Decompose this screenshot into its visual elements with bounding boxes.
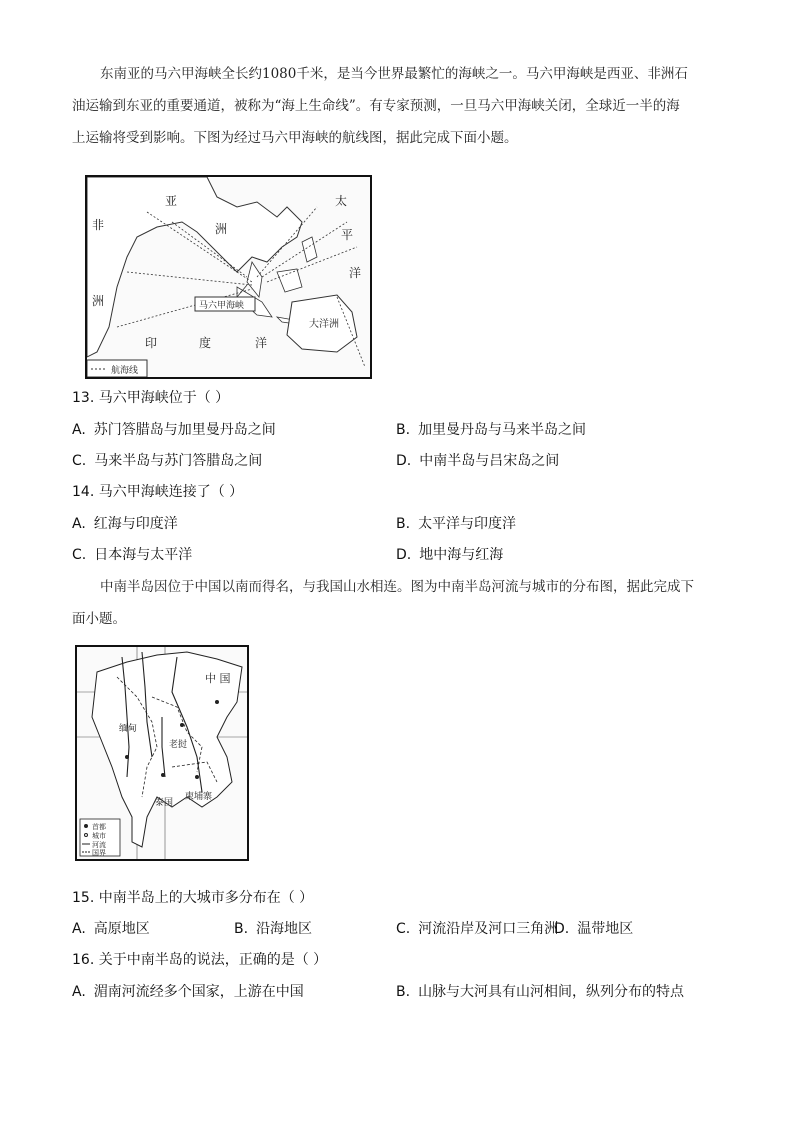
q13-option-c-letter: C. — [72, 453, 87, 469]
q15-option-b-letter: B. — [234, 921, 249, 937]
q13-option-b-letter: B. — [396, 422, 411, 438]
route-2 — [127, 272, 252, 285]
q15-option-b[interactable] — [234, 919, 312, 939]
q14-option-c-text: 日本海与太平洋 — [94, 547, 193, 563]
q15-option-a-text: 高原地区 — [93, 921, 150, 937]
label-cambodia: 柬埔寨 — [185, 792, 213, 802]
q13-option-a[interactable] — [72, 420, 276, 440]
q13-option-a-text: 苏门答腊岛与加里曼丹岛之间 — [93, 422, 276, 438]
q13-option-d-letter: D. — [396, 453, 412, 469]
intro-paragraph-2 — [72, 571, 720, 635]
q15-option-c-text: 河流沿岸及河口三角洲 — [418, 921, 559, 937]
label-pacific-1: 太 — [335, 194, 348, 208]
legend-capital-symbol — [84, 824, 88, 828]
legend-river-label: 河流 — [92, 841, 106, 849]
malay-peninsula — [247, 262, 262, 297]
q15-option-a[interactable] — [72, 919, 150, 939]
legend-capital-label: 首都 — [92, 823, 106, 831]
q14-option-c[interactable] — [72, 545, 192, 565]
label-laos: 老挝 — [169, 740, 188, 750]
city-dot-3 — [195, 775, 199, 779]
label-pacific-2: 平 — [341, 228, 354, 242]
q14-option-c-letter: C. — [72, 547, 87, 563]
label-thailand: 泰国 — [155, 798, 174, 808]
question-14-stem: 14. 马六甲海峡连接了（ ） — [72, 484, 244, 500]
q15-option-d-text: 温带地区 — [577, 921, 634, 937]
q13-option-a-letter: A. — [72, 422, 86, 438]
intro1-line-1: 东南亚的马六甲海峡全长约1080千米，是当今世界最繁忙的海峡之一。马六甲海峡是西亚、非洲石 — [100, 66, 688, 82]
q13-option-b-text: 加里曼丹岛与马来半岛之间 — [418, 422, 587, 438]
city-dot-4 — [180, 723, 184, 727]
philippines-islands — [302, 237, 317, 262]
q16-option-a-text: 湄南河流经多个国家，上游在中国 — [93, 984, 304, 1000]
borneo-island — [277, 269, 302, 292]
q14-option-b-text: 太平洋与印度洋 — [418, 516, 517, 532]
q15-option-b-text: 沿海地区 — [256, 921, 313, 937]
legend-route-label: 航海线 — [111, 366, 139, 376]
question-15-stem: 15. 中南半岛上的大城市多分布在（ ） — [72, 890, 314, 906]
label-china: 中 国 — [205, 672, 231, 685]
label-indian-1: 印 — [145, 336, 158, 350]
q15-option-a-letter: A. — [72, 921, 86, 937]
q14-option-b-letter: B. — [396, 516, 411, 532]
label-indian-2: 度 — [199, 336, 212, 350]
label-pacific-3: 洋 — [349, 266, 362, 280]
legend-border-label: 国界 — [92, 849, 106, 857]
q14-option-d[interactable] — [396, 545, 503, 565]
label-oceania: 大洋洲 — [309, 319, 339, 330]
intro1-line-3: 上运输将受到影响。下图为经过马六甲海峡的航线图，据此完成下面小题。 — [72, 130, 518, 146]
shipping-route-map — [85, 175, 372, 379]
legend-city-label: 城市 — [92, 832, 106, 840]
q15-option-d-letter: D. — [554, 921, 570, 937]
label-burma: 缅甸 — [119, 724, 138, 734]
intro-paragraph-1 — [72, 58, 720, 154]
q13-option-d[interactable] — [396, 451, 559, 471]
q13-option-c-text: 马来半岛与苏门答腊岛之间 — [94, 453, 263, 469]
q13-option-c[interactable] — [72, 451, 262, 471]
q14-option-a-letter: A. — [72, 516, 86, 532]
indochina-map — [75, 645, 249, 861]
label-strait: 马六甲海峡 — [199, 301, 245, 311]
q13-option-d-text: 中南半岛与吕宋岛之间 — [419, 453, 560, 469]
indochina-map-svg — [77, 647, 247, 859]
q16-option-a[interactable] — [72, 982, 304, 1002]
intro1-line-2: 油运输到东亚的重要通道，被称为“海上生命线”。有专家预测，一旦马六甲海峡关闭，全球近一半的海 — [72, 98, 680, 114]
city-dot-2 — [161, 773, 165, 777]
shipping-route-map-svg — [87, 177, 370, 377]
q15-option-c-letter: C. — [396, 921, 411, 937]
intro2-line-1: 中南半岛因位于中国以南而得名，与我国山水相连。图为中南半岛河流与城市的分布图，据此完成下 — [100, 579, 694, 595]
q14-option-a[interactable] — [72, 514, 178, 534]
q16-option-b-text: 山脉与大河具有山河相间，纵列分布的特点 — [418, 984, 685, 1000]
q14-option-d-text: 地中海与红海 — [419, 547, 504, 563]
q15-option-c[interactable] — [396, 919, 558, 939]
label-africa-1: 非 — [92, 218, 105, 232]
label-asia-2: 洲 — [215, 222, 228, 236]
q14-option-b[interactable] — [396, 514, 516, 534]
label-africa-2: 洲 — [92, 294, 105, 308]
city-dot-5 — [215, 700, 219, 704]
q15-option-d[interactable] — [554, 919, 633, 939]
q16-option-b[interactable] — [396, 982, 684, 1002]
q16-option-a-letter: A. — [72, 984, 86, 1000]
question-13-stem: 13. 马六甲海峡位于（ ） — [72, 390, 230, 406]
asia-africa-landmass — [87, 177, 302, 357]
q14-option-a-text: 红海与印度洋 — [93, 516, 178, 532]
q14-option-d-letter: D. — [396, 547, 412, 563]
city-dot-1 — [125, 755, 129, 759]
label-indian-3: 洋 — [255, 336, 268, 350]
question-16-stem: 16. 关于中南半岛的说法，正确的是（ ） — [72, 952, 328, 968]
q16-option-b-letter: B. — [396, 984, 411, 1000]
q13-option-b[interactable] — [396, 420, 586, 440]
label-asia-1: 亚 — [165, 194, 178, 208]
intro2-line-2: 面小题。 — [72, 611, 126, 627]
